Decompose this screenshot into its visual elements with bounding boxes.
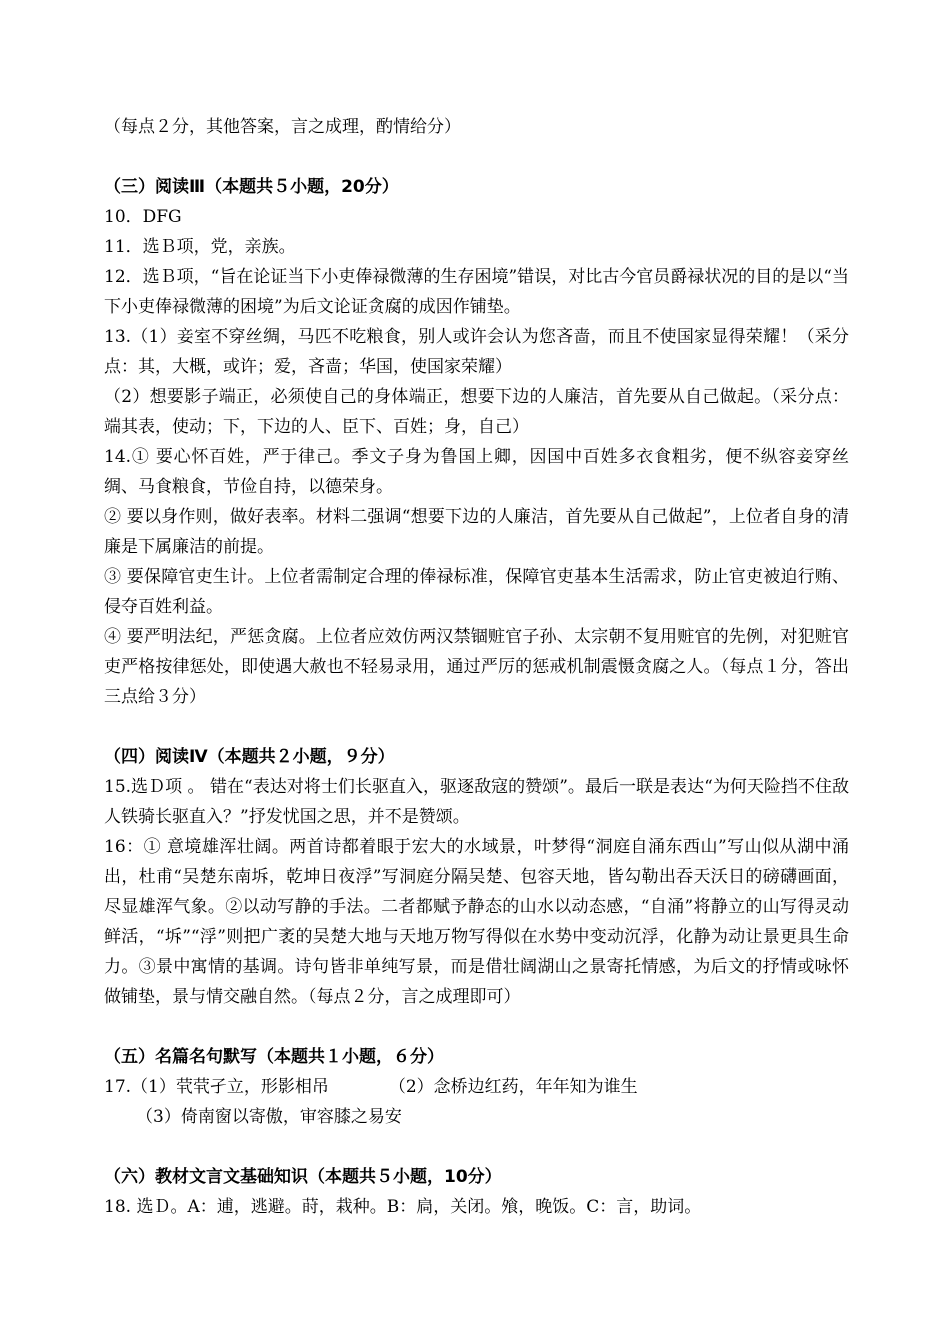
section-heading: （四）阅读Ⅳ（本题共２小题，９分）	[104, 747, 395, 767]
answer-q12: 12．选Ｂ项，“旨在论证当下小吏俸禄微薄的生存困境”错误，对比古今官员爵禄状况的目的是以“当下小吏俸禄微薄的困境”为后文论证贪腐的成因作铺垫。	[104, 267, 849, 317]
section-reading-4	[104, 742, 849, 1012]
spacer	[104, 712, 849, 742]
answer-q14-point1: 14.① 要心怀百姓，严于律己。季文子身为鲁国上卿，因国中百姓多衣食粗劣，便不纵容妾穿丝绸、马食粮食，节俭自持，以德荣身。	[104, 447, 849, 497]
answer-q16: 16：① 意境雄浑壮阔。两首诗都着眼于宏大的水域景，叶梦得“洞庭自涌东西山”写山似从湖中涌出，杜甫“吴楚东南坼，乾坤日夜浮”写洞庭分隔吴楚、包容天地，皆勾勒出吞天沃日的磅礴画面，尽显雄浑气象。②以动写静的手法。二者都赋予静态的山水以动态感，“自涌”将静立的山写得灵动鲜活，“坼”“浮”则把广袤的吴楚大地与天地万物写得似在水势中变动沉浮，化静为动让景更具生命力。③景中寓情的基调。诗句皆非单纯写景，而是借壮阔湖山之景寄托情感，为后文的抒情或咏怀做铺垫，景与情交融自然。（每点２分，言之成理即可）	[104, 837, 849, 1007]
section-classical-chinese	[104, 1162, 849, 1222]
answer-q15: 15.选Ｄ项 。 错在“表达对将士们长驱直入，驱逐敌寇的赞颂”。最后一联是表达“为何天险挡不住敌人铁骑长驱直入？”抒发忧国之思，并不是赞颂。	[104, 777, 849, 827]
answer-q17-row1	[104, 1072, 849, 1102]
spacer	[104, 142, 849, 172]
answer-q18: 18. 选Ｄ。A：逋，逃避。莳，栽种。B：扃，关闭。飧，晚饭。C：言，助词。	[104, 1197, 702, 1217]
answer-q17-item1: 17.（1）茕茕孑立，形影相吊	[104, 1077, 329, 1097]
answer-q17-item3: （3）倚南窗以寄傲，审容膝之易安	[136, 1107, 402, 1127]
answer-q14-point3: ③ 要保障官吏生计。上位者需制定合理的俸禄标准，保障官吏基本生活需求，防止官吏被迫行贿、侵夺百姓利益。	[104, 567, 849, 617]
answer-q13-part1: 13.（1）妾室不穿丝绸，马匹不吃粮食，别人或许会认为您吝啬，而且不使国家显得荣耀！（采分点：其，大概，或许；爱，吝啬；华国，使国家荣耀）	[104, 327, 849, 377]
answer-q11: 11．选Ｂ项，党，亲族。	[104, 237, 296, 257]
answer-q14-point4: ④ 要严明法纪，严惩贪腐。上位者应效仿两汉禁锢赃官子孙、太宗朝不复用赃官的先例，对犯赃官吏严格按律惩处，即使遇大赦也不轻易录用，通过严厉的惩戒机制震慑贪腐之人。（每点１分，答出三点给３分）	[104, 627, 849, 707]
answer-q17-item2: （2）念桥边红药，年年知为谁生	[388, 1077, 638, 1097]
spacer	[104, 1132, 849, 1162]
answer-q14-point2: ② 要以身作则，做好表率。材料二强调“想要下边的人廉洁，首先要从自己做起”，上位者自身的清廉是下属廉洁的前提。	[104, 507, 849, 557]
section-heading: （三）阅读Ⅲ（本题共５小题，20分）	[104, 177, 399, 197]
answer-key-page	[104, 112, 849, 1222]
answer-q10: 10．DFG	[104, 207, 182, 227]
section-heading: （六）教材文言文基础知识（本题共５小题，10分）	[104, 1167, 502, 1187]
top-note: （每点２分，其他答案，言之成理，酌情给分）	[104, 117, 461, 137]
spacer	[104, 1012, 849, 1042]
section-heading: （五）名篇名句默写（本题共１小题，６分）	[104, 1047, 444, 1067]
section-reading-3	[104, 172, 849, 712]
answer-q13-part2: （2）想要影子端正，必须使自己的身体端正，想要下边的人廉洁，首先要从自己做起。（采分点：端其表，使动；下，下边的人、臣下、百姓；身，自己）	[104, 387, 849, 437]
section-recitation	[104, 1042, 849, 1132]
